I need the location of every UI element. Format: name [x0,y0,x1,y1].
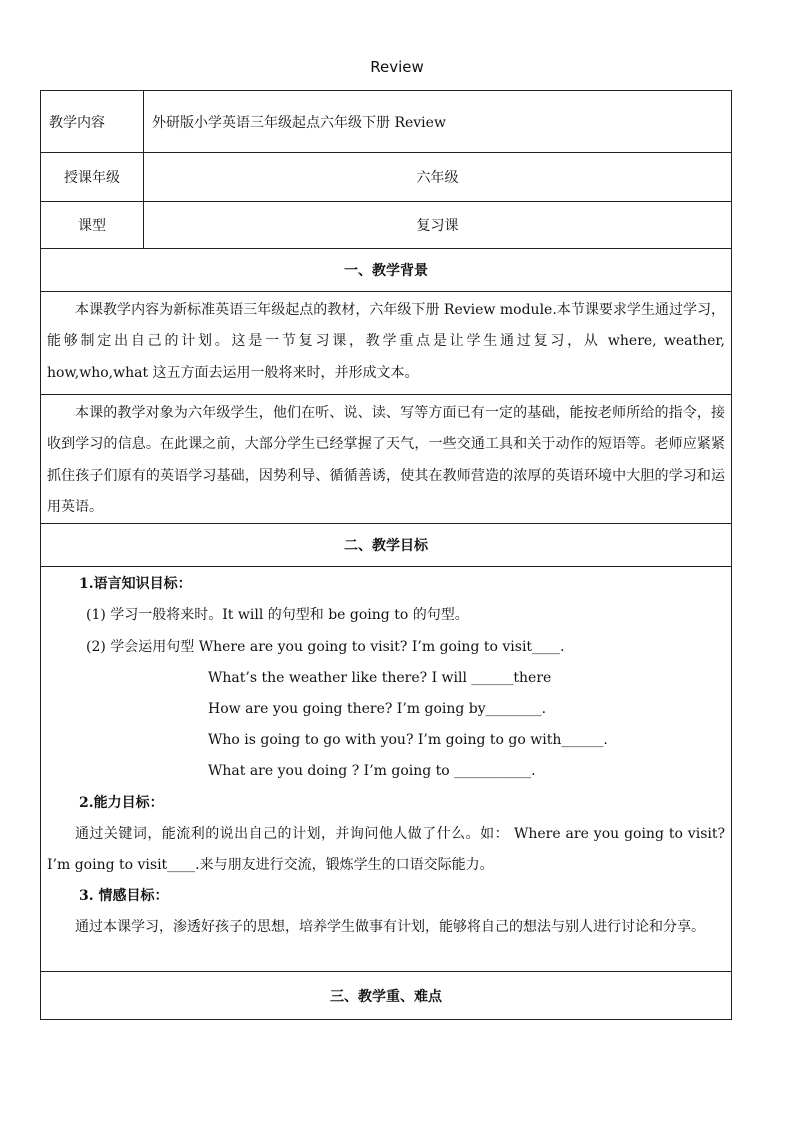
objectives-row [41,567,732,972]
section-objectives-heading: 二、教学目标 [41,524,732,567]
section-background-row [41,249,732,292]
grade-label: 授课年级 [41,153,144,202]
content-label: 教学内容 [41,91,144,153]
section-objectives-row [41,524,732,567]
lesson-plan-table [40,90,732,1020]
background-paragraph-2: 本课的教学对象为六年级学生，他们在听、说、读、写等方面已有一定的基础，能按老师所给的指令，接收到学习的信息。在此课之前，大部分学生已经掌握了天气，一些交通工具和关于动作的短语等。老师应紧紧抓住孩子们原有的英语学习基础，因势利导、循循善诱，使其在教师营造的浓厚的英语环境中大胆的学习和运用英语。 [47,405,725,515]
knowledge-item-1: (1) 学习一般将来时。It will 的句型和 be going to 的句型。 [86,607,469,624]
ability-goal-text: 通过关键词，能流利的说出自己的计划，并询问他人做了什么。如： Where are you going to visit? I’m going to visit____.来与朋友进行交流，锻炼学生的口语交际能力。 [47,825,725,873]
grade-row [41,153,732,202]
type-label: 课型 [41,202,144,249]
section-background-heading: 一、教学背景 [41,249,732,292]
content-value: 外研版小学英语三年级起点六年级下册 Review [144,91,732,153]
sentence-pattern-1: What’s the weather like there? I will ______there [208,669,552,686]
sentence-pattern-4: What are you doing ? I’m going to ___________. [208,763,536,780]
grade-value: 六年级 [144,153,732,202]
background-para2-row [41,395,732,524]
sentence-pattern-2: How are you going there? I’m going by________. [208,700,547,717]
background-para1-row [41,292,732,395]
ability-goal-title: 2.能力目标： [79,794,164,811]
emotion-goal-title: 3. 情感目标： [79,888,169,905]
knowledge-goal-title: 1.语言知识目标： [79,576,192,593]
type-value: 复习课 [144,202,732,249]
content-row [41,91,732,153]
sentence-pattern-3: Who is going to go with you? I’m going to go with______. [208,732,608,749]
section-keypoints-heading: 三、教学重、难点 [41,972,732,1020]
background-paragraph-1: 本课教学内容为新标准英语三年级起点的教材，六年级下册 Review module.本节课要求学生通过学习，能够制定出自己的计划。这是一节复习课，教学重点是让学生通过复习，从 where, weather, how,who,what 这五方面去运用一般将来时，并形成文本。 [47,302,725,381]
emotion-goal-text: 通过本课学习，渗透好孩子的思想，培养学生做事有计划，能够将自己的想法与别人进行讨论和分享。 [75,919,705,936]
knowledge-item-2: (2) 学会运用句型 Where are you going to visit? I’m going to visit____. [86,638,565,655]
type-row [41,202,732,249]
section-keypoints-row [41,972,732,1020]
document-title: Review [370,58,424,76]
